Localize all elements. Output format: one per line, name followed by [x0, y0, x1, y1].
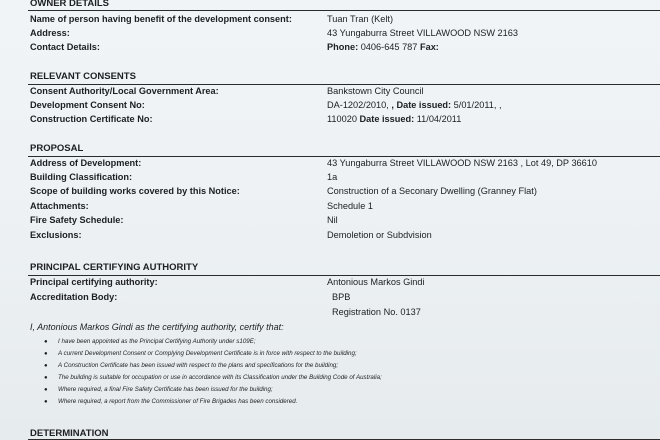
attachments-label: Attachments:	[30, 201, 89, 211]
cc-date-label: Date issued:	[359, 114, 415, 124]
pca-name-label: Principal certifying authority:	[30, 277, 158, 287]
da-date-value: 5/01/2011, ,	[451, 100, 502, 110]
owner-name-value: Tuan Tran (Kelt)	[327, 14, 394, 24]
certification-statement: I, Antonious Markos Gindi as the certifying authority, certify that:	[30, 322, 284, 332]
bullet-icon: ●	[44, 351, 48, 358]
certification-item: ● Where required, a report from the Commissioner of Fire Brigades has been considered.	[34, 396, 382, 408]
registration-row	[30, 307, 660, 320]
fire-safety-schedule-row	[30, 215, 660, 228]
scope-of-works-row	[30, 186, 660, 199]
exclusions-row	[30, 230, 660, 243]
bullet-icon: ●	[44, 387, 48, 394]
proposal-rule	[28, 156, 660, 157]
bullet-icon: ●	[44, 339, 48, 345]
bullet-icon: ●	[44, 375, 48, 382]
owner-details-heading: OWNER DETAILS	[30, 0, 109, 9]
certification-item: ● A current Development Consent or Complying Development Certificate is in force with respect to the building;	[34, 348, 382, 360]
da-number: DA-1202/2010,	[327, 100, 392, 110]
development-consent-value	[327, 100, 502, 110]
building-classification-label: Building Classification:	[30, 172, 133, 182]
cc-date-value: 11/04/2011	[414, 114, 462, 124]
certification-item: ● Where required, a final Fire Safety Certificate has been issued for the building;	[34, 384, 382, 396]
owner-contact-label: Contact Details:	[30, 42, 100, 52]
scope-of-works-value: Construction of a Seconary Dwelling (Granney Flat)	[327, 186, 537, 196]
consent-authority-row	[30, 86, 660, 99]
exclusions-label: Exclusions:	[30, 230, 82, 240]
development-address-label: Address of Development:	[30, 158, 142, 168]
phone-label: Phone:	[327, 42, 359, 52]
owner-contact-row	[30, 42, 660, 55]
owner-address-value: 43 Yungaburra Street VILLAWOOD NSW 2163	[327, 28, 518, 38]
accreditation-body-row	[30, 292, 660, 305]
consent-authority-value: Bankstown City Council	[327, 86, 424, 96]
attachments-row	[30, 201, 660, 214]
exclusions-value: Demoletion or Subdvision	[327, 230, 432, 240]
relevant-consents-rule	[28, 84, 660, 85]
development-consent-row	[30, 100, 660, 113]
construction-certificate-row	[30, 114, 660, 127]
development-address-row	[30, 158, 660, 171]
building-classification-row	[30, 172, 660, 185]
certification-item: ● A Construction Certificate has been issued with respect to the plans and specifications for the building;	[34, 360, 382, 372]
owner-address-label: Address:	[30, 28, 70, 38]
accreditation-body-label: Accreditation Body:	[30, 292, 118, 302]
owner-contact-value	[327, 42, 439, 52]
fire-safety-schedule-label: Fire Safety Schedule:	[30, 215, 124, 225]
certification-item: ● I have been appointed as the Principal Certifying Authority under s109E;	[34, 336, 382, 348]
owner-address-row	[30, 28, 660, 41]
accreditation-body-value: BPB	[332, 292, 351, 302]
pca-name-row	[30, 277, 660, 290]
owner-details-rule	[28, 10, 660, 11]
building-classification-value: 1a	[327, 172, 338, 182]
pca-heading: PRINCIPAL CERTIFYING AUTHORITY	[30, 262, 199, 273]
bullet-icon: ●	[44, 363, 48, 370]
owner-name-row	[30, 14, 660, 27]
pca-name-value: Antonious Markos Gindi	[327, 277, 425, 287]
development-address-value: 43 Yungaburra Street VILLAWOOD NSW 2163 , Lot 49, DP 36610	[327, 158, 597, 168]
cc-number: 110020	[327, 114, 360, 124]
attachments-value: Schedule 1	[327, 201, 373, 211]
da-date-label: , Date issued:	[391, 100, 452, 110]
certification-item: ● The building is suitable for occupation or use in accordance with its Classification under the Building Code of Australia;	[34, 372, 382, 384]
fax-label: Fax:	[419, 42, 439, 52]
scope-of-works-label: Scope of building works covered by this Notice:	[30, 186, 240, 196]
development-consent-label: Development Consent No:	[30, 100, 145, 110]
fire-safety-schedule-value: Nil	[327, 215, 338, 225]
construction-certificate-label: Construction Certificate No:	[30, 114, 153, 124]
determination-heading: DETERMINATION	[30, 428, 109, 439]
relevant-consents-heading: RELEVANT CONSENTS	[30, 71, 136, 82]
certification-list	[34, 336, 382, 409]
registration-value: Registration No. 0137	[332, 307, 421, 317]
bullet-icon: ●	[44, 399, 48, 406]
proposal-heading: PROPOSAL	[30, 143, 84, 154]
phone-value: 0406-645 787	[358, 42, 420, 52]
pca-rule	[28, 275, 660, 276]
construction-certificate-value	[327, 114, 461, 124]
consent-authority-label: Consent Authority/Local Government Area:	[30, 86, 219, 96]
owner-name-label: Name of person having benefit of the development consent:	[30, 14, 292, 24]
